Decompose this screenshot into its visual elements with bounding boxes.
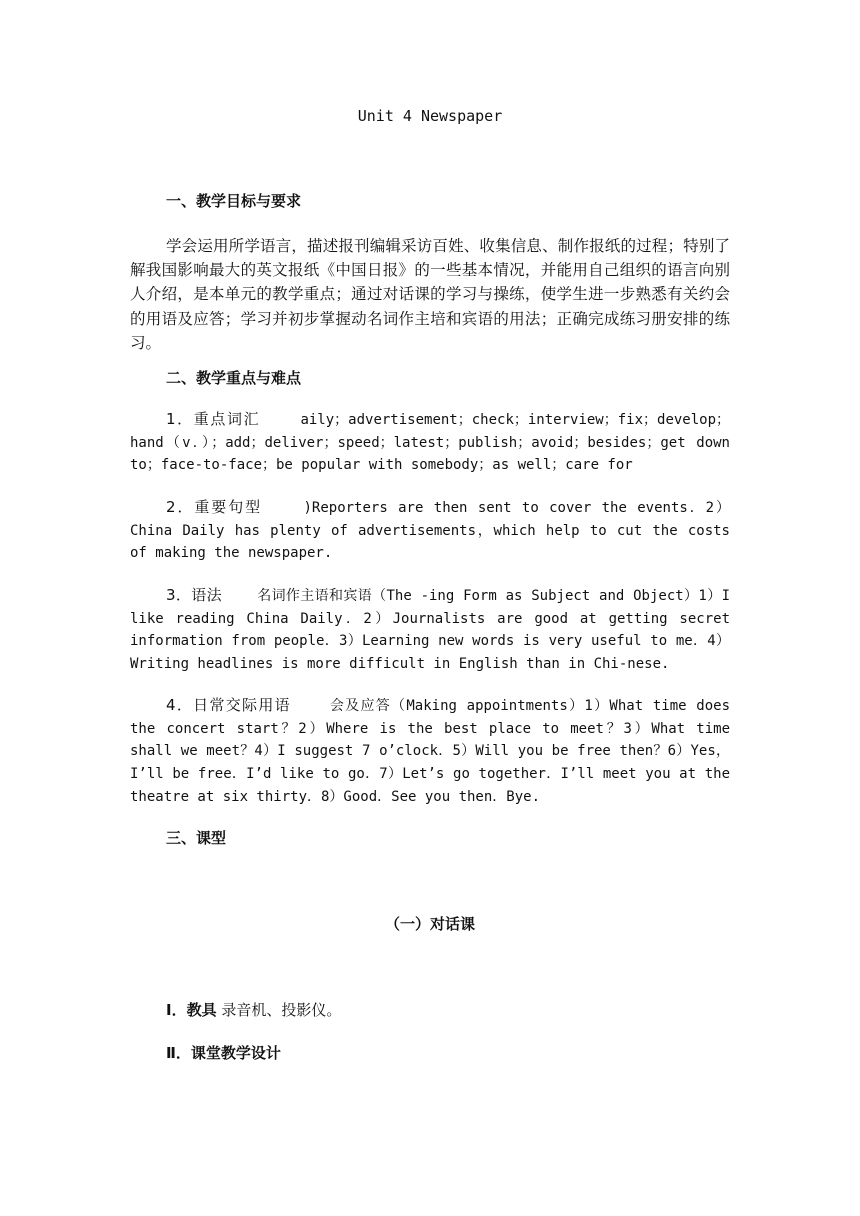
objectives-paragraph: 学会运用所学语言，描述报刊编辑采访百姓、收集信息、制作报纸的过程；特别了解我国影响最大的英文报纸《中国日报》的一些基本情况，并能用自己组织的语言向别人介绍，是本单元的教学重点；通过对话课的学习与操练，使学生进一步熟悉有关约会的用语及应答；学习并初步掌握动名词作主培和宾语的用法；正确完成练习册安排的练习。 bbox=[130, 237, 730, 352]
document-title: Unit 4 Newspaper bbox=[357, 107, 503, 125]
item-text: )Reporters are then sent to cover the events．2）China Daily has plenty of advertisements，which help to cut the costs of making the newspaper. bbox=[130, 500, 730, 562]
section-heading-lesson-type: 三、课型 bbox=[166, 829, 227, 847]
item-label: 1．重点词汇 bbox=[166, 410, 261, 428]
key-sentences-paragraph bbox=[130, 496, 730, 565]
classroom-design-line bbox=[166, 1042, 281, 1064]
item-label: 2．重要句型 bbox=[166, 498, 263, 516]
daily-expressions-paragraph bbox=[130, 694, 730, 809]
item-text: 会及应答（Making appointments）1）What time does the concert start？2）Where is the best place to meet？3）What time shall we meet？4）I suggest 7 o’clock．5）Will you be free then？6）Yes，I’ll be free．I’d like to go．7）Let’s go together．I’ll meet you at the theatre at six thirty．8）Good．See you then．Bye. bbox=[130, 698, 731, 805]
item-text: aily；advertisement；check；interview；fix；develop；hand（v．）；add；deliver；speed；latest；publish；avoid；besides；get down to；face-to-face；be popular with somebody；as well；care for bbox=[130, 412, 731, 474]
key-vocabulary-paragraph bbox=[130, 408, 730, 477]
roman-text: 录音机、投影仪。 bbox=[216, 1001, 342, 1019]
item-text: 名词作主语和宾语（The -ing Form as Subject and Object）1）I like reading China Daily．2）Journalists are good at getting secret information from people．3）Learning new words is very useful to me．4）Writing headlines is more difficult in English than in Chi-nese. bbox=[130, 588, 731, 673]
subsection-heading-dialogue: （一）对话课 bbox=[384, 915, 475, 933]
roman-label: Ⅱ．课堂教学设计 bbox=[166, 1044, 281, 1062]
item-label: 4．日常交际用语 bbox=[166, 696, 291, 714]
section-heading-key-points: 二、教学重点与难点 bbox=[166, 369, 302, 387]
teaching-aids-line bbox=[166, 999, 341, 1021]
section-heading-objectives: 一、教学目标与要求 bbox=[166, 192, 302, 210]
grammar-paragraph bbox=[130, 584, 730, 676]
item-label: 3．语法 bbox=[166, 586, 223, 604]
roman-label: Ⅰ．教具 bbox=[166, 1001, 217, 1019]
